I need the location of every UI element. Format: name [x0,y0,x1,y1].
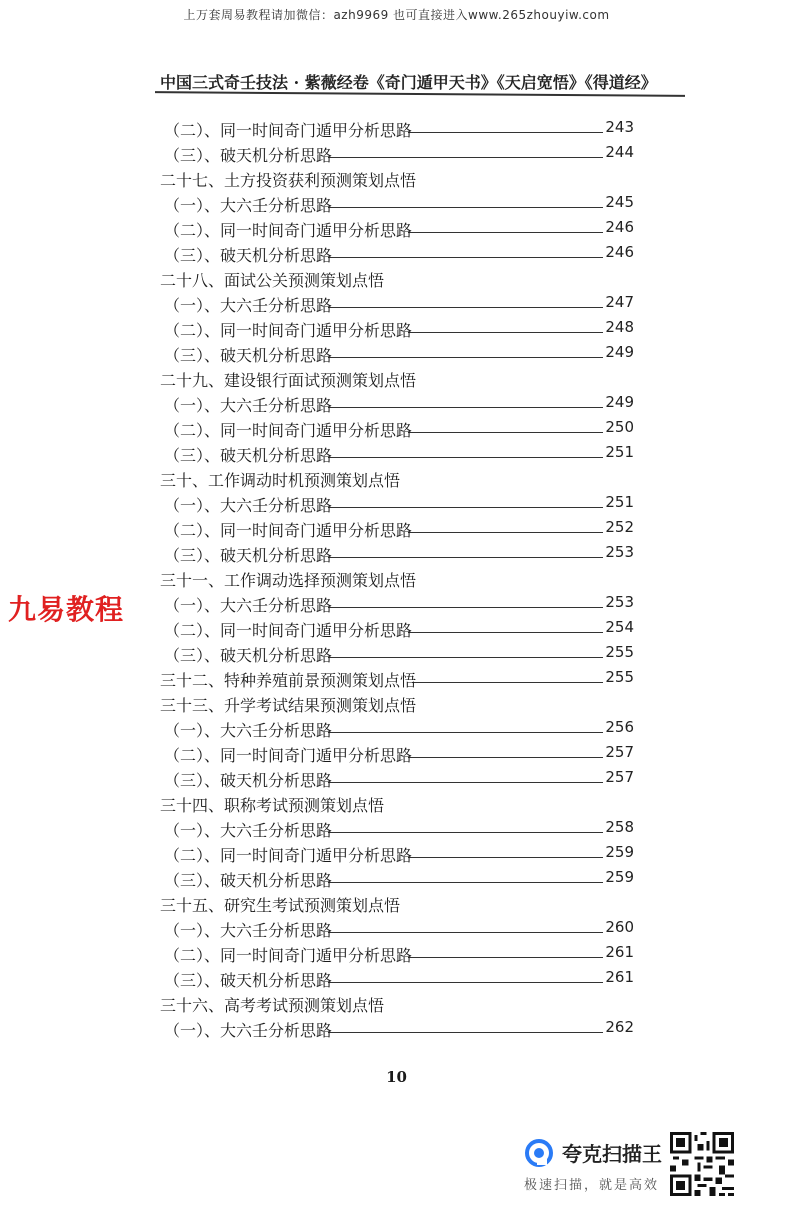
toc-section-row [160,893,640,918]
toc-label: 二十八、面试公关预测策划点悟 [160,271,385,290]
toc-label: （二）、同一时间奇门遁甲分析思路 [164,746,413,765]
toc-leader-line [328,307,603,308]
toc-leader-line [408,332,603,333]
toc-entry-row [160,593,640,618]
toc-page-number: 248 [605,318,634,336]
toc-page-number: 254 [605,618,634,636]
scanner-logo-icon [524,1138,554,1168]
table-of-contents [160,118,640,1043]
toc-entry-row [160,768,640,793]
toc-leader-line [412,682,603,683]
toc-label: （一）、大六壬分析思路 [164,721,333,740]
toc-leader-line [408,532,603,533]
toc-label: （三）、破天机分析思路 [164,446,333,465]
toc-leader-line [408,757,603,758]
toc-leader-line [328,832,603,833]
toc-page-number: 249 [605,343,634,361]
toc-page-number: 252 [605,518,634,536]
toc-label: 三十六、高考考试预测策划点悟 [160,996,385,1015]
toc-leader-line [328,457,603,458]
toc-page-number: 249 [605,393,634,411]
toc-entry-row [160,143,640,168]
toc-leader-line [408,857,603,858]
side-logo: 九易教程 [8,593,125,626]
toc-entry-row [160,943,640,968]
toc-label: 三十三、升学考试结果预测策划点悟 [160,696,417,715]
toc-label: （一）、大六壬分析思路 [164,296,333,315]
toc-page-number: 261 [605,943,634,961]
toc-page-number: 258 [605,818,634,836]
toc-label: （二）、同一时间奇门遁甲分析思路 [164,321,413,340]
toc-entry-row [160,318,640,343]
toc-page-number: 262 [605,1018,634,1036]
toc-entry-row [160,843,640,868]
toc-label: （二）、同一时间奇门遁甲分析思路 [164,621,413,640]
scanner-tagline: 极速扫描，就是高效 [524,1178,660,1193]
toc-label: （一）、大六壬分析思路 [164,596,333,615]
toc-section-row [160,568,640,593]
toc-label: （三）、破天机分析思路 [164,971,333,990]
toc-entry-row [160,493,640,518]
toc-entry-row [160,518,640,543]
toc-label: （二）、同一时间奇门遁甲分析思路 [164,121,413,140]
toc-label: （一）、大六壬分析思路 [164,496,333,515]
running-header: 中国三式奇壬技法 · 紫薇经卷《奇门遁甲天书》《天启宽悟》《得道经》 [160,73,657,92]
toc-section-row [160,793,640,818]
toc-entry-row [160,968,640,993]
toc-label: （二）、同一时间奇门遁甲分析思路 [164,421,413,440]
toc-page-number: 251 [605,493,634,511]
toc-page-number: 257 [605,768,634,786]
toc-leader-line [328,782,603,783]
toc-entry-row [160,543,640,568]
toc-page-number: 256 [605,718,634,736]
toc-leader-line [408,632,603,633]
toc-entry-row [160,343,640,368]
toc-section-row [160,368,640,393]
toc-section-row [160,468,640,493]
toc-label: （三）、破天机分析思路 [164,246,333,265]
toc-page-number: 245 [605,193,634,211]
toc-label: （三）、破天机分析思路 [164,346,333,365]
toc-leader-line [328,932,603,933]
toc-page-number: 244 [605,143,634,161]
toc-entry-row [160,643,640,668]
toc-page-number: 253 [605,593,634,611]
toc-leader-line [408,957,603,958]
toc-label: （二）、同一时间奇门遁甲分析思路 [164,221,413,240]
toc-entry-row [160,193,640,218]
toc-page-number: 250 [605,418,634,436]
toc-entry-row [160,868,640,893]
toc-label: 二十九、建设银行面试预测策划点悟 [160,371,417,390]
watermark-text: 上万套周易教程请加微信：azh9969 也可直接进入www.265zhouyiw.com [183,8,610,22]
toc-page-number: 257 [605,743,634,761]
toc-entry-row [160,718,640,743]
toc-entry-row [160,118,640,143]
toc-leader-line [328,732,603,733]
toc-page-number: 255 [605,643,634,661]
toc-page-number: 246 [605,243,634,261]
toc-label: （一）、大六壬分析思路 [164,821,333,840]
toc-label: （三）、破天机分析思路 [164,646,333,665]
toc-section-row [160,168,640,193]
toc-leader-line [328,407,603,408]
toc-label: 三十一、工作调动选择预测策划点悟 [160,571,417,590]
qr-code-icon [670,1132,734,1196]
toc-entry-row [160,218,640,243]
toc-leader-line [328,207,603,208]
toc-section-row [160,993,640,1018]
toc-entry-row [160,293,640,318]
toc-leader-line [328,157,603,158]
toc-label: （三）、破天机分析思路 [164,146,333,165]
toc-entry-row [160,243,640,268]
toc-leader-line [328,557,603,558]
toc-entry-row [160,618,640,643]
toc-leader-line [328,1032,603,1033]
toc-leader-line [328,657,603,658]
toc-label: （一）、大六壬分析思路 [164,196,333,215]
toc-entry-row [160,818,640,843]
toc-label: （二）、同一时间奇门遁甲分析思路 [164,521,413,540]
toc-label: （一）、大六壬分析思路 [164,1021,333,1040]
toc-section-row [160,668,640,693]
toc-section-row [160,693,640,718]
toc-entry-row [160,418,640,443]
toc-leader-line [328,507,603,508]
toc-page-number: 260 [605,918,634,936]
toc-page-number: 259 [605,843,634,861]
toc-label: 二十七、土方投资获利预测策划点悟 [160,171,417,190]
toc-label: 三十五、研究生考试预测策划点悟 [160,896,401,915]
toc-page-number: 243 [605,118,634,136]
toc-entry-row [160,393,640,418]
toc-label: （三）、破天机分析思路 [164,546,333,565]
toc-leader-line [328,982,603,983]
toc-label: （一）、大六壬分析思路 [164,921,333,940]
toc-leader-line [328,357,603,358]
scanner-badge [520,1132,770,1202]
toc-leader-line [408,232,603,233]
toc-label: 三十二、特种养殖前景预测策划点悟 [160,671,417,690]
toc-label: 三十四、职称考试预测策划点悟 [160,796,385,815]
scanner-name: 夸克扫描王 [562,1142,662,1166]
toc-leader-line [328,607,603,608]
toc-label: （三）、破天机分析思路 [164,871,333,890]
toc-label: （二）、同一时间奇门遁甲分析思路 [164,946,413,965]
toc-leader-line [328,882,603,883]
toc-leader-line [408,432,603,433]
toc-page-number: 247 [605,293,634,311]
toc-label: （二）、同一时间奇门遁甲分析思路 [164,846,413,865]
toc-page-number: 259 [605,868,634,886]
toc-entry-row [160,443,640,468]
toc-entry-row [160,918,640,943]
toc-leader-line [328,257,603,258]
toc-page-number: 246 [605,218,634,236]
toc-leader-line [408,132,603,133]
toc-page-number: 251 [605,443,634,461]
toc-entry-row [160,743,640,768]
page-number: 10 [386,1068,407,1086]
toc-page-number: 253 [605,543,634,561]
toc-label: 三十、工作调动时机预测策划点悟 [160,471,401,490]
toc-entry-row [160,1018,640,1043]
toc-label: （一）、大六壬分析思路 [164,396,333,415]
toc-label: （三）、破天机分析思路 [164,771,333,790]
toc-page-number: 261 [605,968,634,986]
toc-page-number: 255 [605,668,634,686]
toc-section-row [160,268,640,293]
